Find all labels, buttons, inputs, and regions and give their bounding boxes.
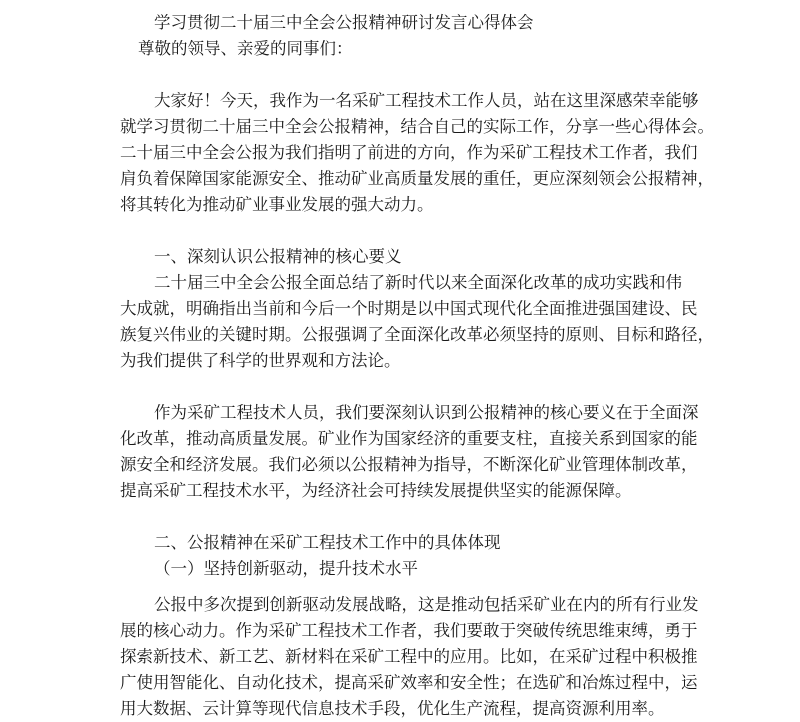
- paragraph-core-essence: [120, 270, 714, 374]
- paragraph-line: 族复兴伟业的关键时期。公报强调了全面深化改革必须坚持的原则、目标和路径，: [120, 325, 714, 344]
- paragraph-line: 作为采矿工程技术人员，我们要深刻认识到公报精神的核心要义在于全面深: [154, 403, 699, 422]
- greeting: 尊敬的领导、亲爱的同事们：: [138, 39, 353, 58]
- blank-line: [120, 504, 685, 530]
- blank-line: [120, 582, 685, 592]
- blank-line: [120, 218, 685, 244]
- paragraph-line: 二十届三中全会公报为我们指明了前进的方向，作为采矿工程技术工作者，我们: [120, 143, 698, 162]
- paragraph-line: 就学习贯彻二十届三中全会公报精神，结合自己的实际工作，分享一些心得体会。: [120, 117, 714, 136]
- section-heading-2: 二、公报精神在采矿工程技术工作中的具体体现: [154, 533, 501, 552]
- blank-line: [120, 374, 685, 400]
- paragraph-line: 广使用智能化、自动化技术，提高采矿效率和安全性；在选矿和冶炼过程中，运: [120, 673, 698, 692]
- paragraph-line: 二十届三中全会公报全面总结了新时代以来全面深化改革的成功实践和伟: [154, 273, 682, 292]
- paragraph-introduction: [120, 88, 714, 218]
- paragraph-line: 探索新技术、新工艺、新材料在采矿工程中的应用。比如，在采矿过程中积极推: [120, 647, 698, 666]
- paragraph-line: 为我们提供了科学的世界观和方法论。: [120, 351, 401, 370]
- paragraph-line: 肩负着保障国家能源安全、推动矿业高质量发展的重任，更应深刻领会公报精神，: [120, 169, 714, 188]
- document-body: [120, 10, 714, 722]
- paragraph-mining-role: [120, 400, 699, 504]
- blank-line: [120, 62, 685, 88]
- subsection-heading-1: （一）坚持创新驱动，提升技术水平: [154, 559, 418, 578]
- paragraph-line: 化改革，推动高质量发展。矿业作为国家经济的重要支柱，直接关系到国家的能: [120, 429, 698, 448]
- document-title: 学习贯彻二十届三中全会公报精神研讨发言心得体会: [154, 13, 534, 32]
- paragraph-line: 提高采矿工程技术水平，为经济社会可持续发展提供坚实的能源保障。: [120, 481, 632, 500]
- paragraph-line: 展的核心动力。作为采矿工程技术工作者，我们要敢于突破传统思维束缚，勇于: [120, 621, 698, 640]
- paragraph-line: 用大数据、云计算等现代信息技术手段，优化生产流程，提高资源利用率。: [120, 699, 665, 718]
- paragraph-line: 公报中多次提到创新驱动发展战略，这是推动包括采矿业在内的所有行业发: [154, 595, 699, 614]
- paragraph-line: 大家好！今天，我作为一名采矿工程技术工作人员，站在这里深感荣幸能够: [154, 91, 699, 110]
- paragraph-line: 大成就，明确指出当前和今后一个时期是以中国式现代化全面推进强国建设、民: [120, 299, 698, 318]
- paragraph-innovation: [120, 592, 699, 722]
- section-heading-1: 一、深刻认识公报精神的核心要义: [154, 247, 402, 266]
- paragraph-line: 源安全和经济发展。我们必须以公报精神为指导，不断深化矿业管理体制改革，: [120, 455, 698, 474]
- paragraph-line: 将其转化为推动矿业事业发展的强大动力。: [120, 195, 434, 214]
